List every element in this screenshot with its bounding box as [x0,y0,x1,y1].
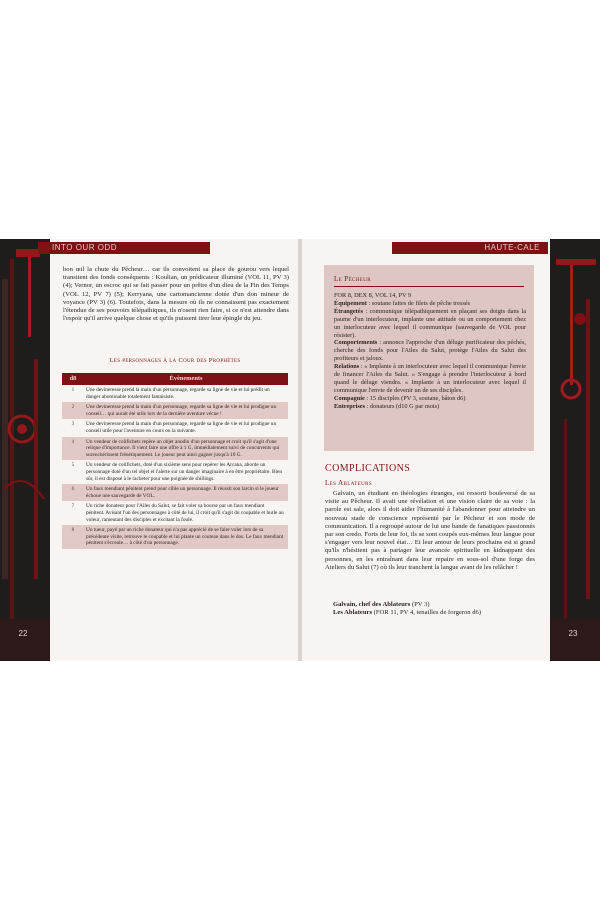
npc-equipment [334,300,526,308]
page-number-left: 22 [18,629,28,638]
complications-body [325,490,535,572]
enterprises-text: : donateurs (d10 G par mois) [365,402,440,410]
steampunk-illustration-left [0,239,50,661]
row-number: 4 [71,438,75,445]
left-running-header [38,242,210,254]
table-row [62,385,288,402]
strangeness-label: Étrangetés [334,307,364,315]
row-number: 2 [71,404,75,411]
npc-name: Galvain, chef des Ablateurs [333,601,411,608]
row-number: 5 [71,462,75,469]
row-text: Une devineresse prend la main d'un personnage, regarde sa ligne de vie et lui prodigue un conseil utile pour l'aventure en cours ou la suivante. [86,421,277,434]
row-number: 1 [71,387,75,393]
row-text: Une devineresse prend la main d'un personnage, regarde sa ligne de vie et lui prodigue un conseil… qui aurait été utile lors de la dernière aventure vécue ! [86,404,277,417]
npc-stats: FOR 8, DEX 8, VOL 14, PV 9 [334,292,412,299]
row-text: Une devineresse prend la main d'un personnage, regarde sa ligne de vie et lui prédit un danger abominable totalement fantaisiste. [86,387,270,400]
row-number: 7 [71,503,75,510]
table-row [62,437,288,461]
row-text: Un vendeur de colifichets repère un objet anodin d'un personnage et croit qu'il s'agit d'une relique d'importance. Il vient faire une offre à 1 G, immédiatement suivi de concurrents qui surenchérissent frénétiquement. Le joueur peut ainsi gagner jusqu'à 10 G. [86,438,280,458]
book-spread [0,239,600,661]
npc-enterprises [334,403,526,411]
left-art-panel [0,239,50,661]
relations-text: : « Implante à un interlocuteur avec lequel il communique l'envie de financer l'Ailes du Salut. » S'engage à prendre l'interlocuteur à bord quand le déluge viendra. « Implante à un interlocuteur avec lequel il communique l'envie de devenir un de ses disciples. [334,363,526,394]
right-running-header [392,242,548,254]
npc-entry [333,609,533,617]
table-row [62,402,288,419]
row-number: 8 [71,527,75,534]
npc-name: Les Ablateurs [333,609,373,617]
right-page [302,239,550,661]
steampunk-illustration-right [550,239,600,661]
company-text: : 15 disciples (PV 3, soutane, bâton d6) [364,394,466,402]
column-header-events: Évènements [169,375,203,382]
left-header-text: INTO OUR ODD [52,243,117,252]
section-title: COMPLICATIONS [325,463,411,474]
row-text: Un tueur, payé par un riche donateur qui n'a pas apprécié de se faire voler lors de sa précédente visite, retrouve le coupable et lui plante un couteau dans le dos. Le faux mendiant pénitent s'écroule… à côté d'un personnage. [86,527,284,547]
intro-paragraph: bon œil la chute du Pêcheur… car ils convoitent sa place de gourou vers lequel transitent des fonds conséquents : Koulian, un prédicateur illuminé (VOL 11, PV 3) (4); Vernor, un escroc qui se fait passer pour un prêtre d'un dieu de la Fin des Temps (VOL 12, PV 7) (5); Kerryana, une cartomancienne dotée d'un don mineur de voyance (PV 3) (6). Toutefois, dans la mesure où ils ne connaissent pas exactement l'étendue de ses pouvoirs télépathiques, ils n'osent rien faire, si ce n'est attendre dans l'espoir qu'il arrive quelque chose et qu'ils puissent tirer leur épingle du jeu. [63,266,289,323]
row-text: Un vendeur de colifichets, doté d'un sixième sens pour repérer les Arcana, aborde un personnage doté d'un tel objet et l'alerte sur un danger imaginaire à en être propriétaire. Bien sûr, il est disposé à le racheter pour une poignée de shillings. [86,462,283,482]
npc-box-title: Le Pêcheur [334,275,371,283]
npc-stats-text: (FOR 11, PV 4, tenailles de forgeron d6) [372,609,482,617]
table-row [62,525,288,549]
events-table [62,373,288,549]
left-page [50,239,298,661]
npc-behaviours [334,339,526,363]
npc-box-body [334,292,526,411]
table-row [62,419,288,436]
npc-stats-text: (PV 3) [410,601,430,608]
behaviours-text: : annonce l'approche d'un déluge purificateur des péchés, cherche des fonds pour l'Ailes du Salut, protège l'Ailes du Salut des profiteurs et jaloux. [334,339,526,363]
behaviours-label: Comportements [334,339,378,347]
npc-company [334,395,526,403]
npc-list [333,601,533,618]
table-row [62,501,288,525]
relations-label: Relations [334,363,360,371]
right-header-text: HAUTE-CALE [484,243,540,252]
table-row [62,460,288,484]
subsection-title: Les Ablateurs [325,479,373,487]
row-number: 3 [71,421,75,428]
enterprises-label: Entreprises [334,402,366,410]
table-title: Les personnages à la Cour des Prophètes [109,357,241,364]
npc-entry [333,601,533,609]
complications-paragraph: Galvain, un étudiant en théologies étranges, est ressorti bouleversé de sa visite au Pêcheur. Il avait une révélation et une vision claire de sa voie : la parole est sale, alors il doit aider l'humanité à l'abandonner pour atteindre un nouveau stade de conscience représenté par le Pêcheur et son mode de communication. Il a regroupé autour de lui une bande de fanatiques passionnés par son credo. Forts de leur foi, ils se sont coupés eux-mêmes leur langue pour s'engager vers leur nouvel état… Et leur amour de leurs prochains est si grand qu'ils n'hésitent pas à partager leur avancée spirituelle en kidnappant des personnes, en les entraînant dans leur repaire en sous-sol d'une forge des Ateliers du Salut (7) où ils leur tranchent la langue avant de les relâcher ! [325,490,535,571]
equipment-label: Équipement [334,299,367,307]
table-row [62,484,288,501]
box-divider [334,286,524,287]
company-label: Compagnie [334,394,365,402]
column-header-die: d8 [69,375,77,382]
row-text: Un faux mendiant pénitent prend pour cible un personnage. Il réussit son larcin si le joueur échoue une sauvegarde de VOL. [86,486,279,499]
page-number-right: 23 [568,629,578,638]
right-art-panel [550,239,600,661]
row-text: Un riche donateur pour l'Ailes du Salut, se fait voler sa bourse par un faux mendiant pénitent. Avisant l'un des personnages à côté de lui, il croit qu'il s'agit du coupable et hurle au voleur, rameutant des disciples et excitant la foule. [86,503,284,523]
strangeness-text: : communique télépathiquement en plaçant ses doigts dans la paume d'un interlocuteur, implante une attitude ou un comportement chez un interlocuteur avec lequel il communique (sauvegarde de VOL pour résister). [334,307,526,339]
npc-stat-box [324,265,534,451]
npc-strangeness [334,308,526,340]
npc-relations [334,363,526,395]
equipment-text: : soutane faites de filets de pêche tressés [366,299,471,307]
row-number: 6 [71,486,75,493]
table-header [62,373,288,385]
